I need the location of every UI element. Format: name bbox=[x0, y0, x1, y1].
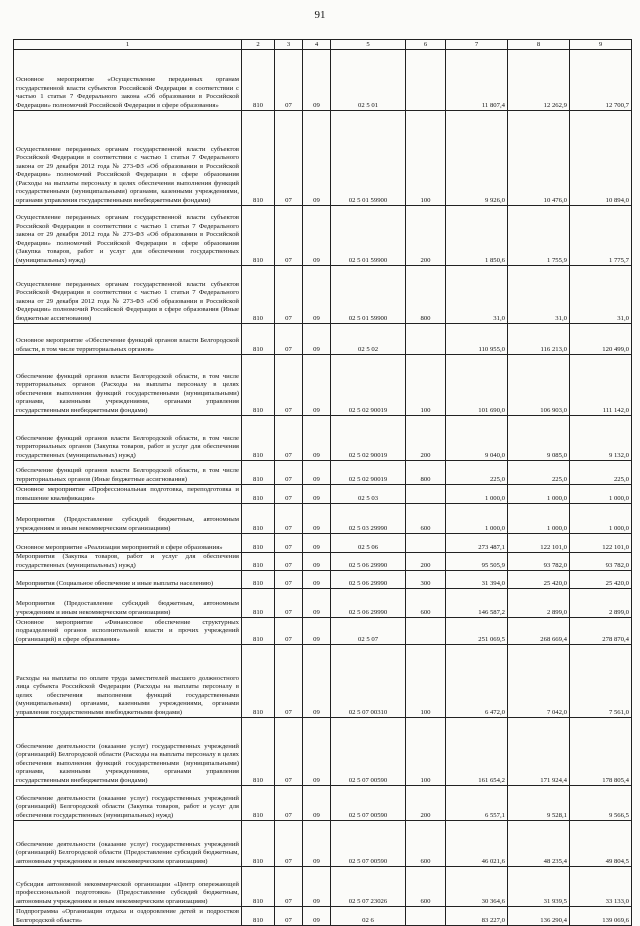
amount-year3-cell: 139 069,6 bbox=[570, 907, 632, 926]
ministry-code-cell: 810 bbox=[242, 485, 275, 504]
amount-year2-cell: 1 000,0 bbox=[508, 485, 570, 504]
row-name-cell: Мероприятия (Закупка товаров, работ и услуг для обеспечения государственных (муниципальных) нужд) bbox=[14, 553, 242, 571]
table-row bbox=[14, 355, 632, 416]
section-code-cell: 07 bbox=[275, 355, 303, 416]
table-row bbox=[14, 50, 632, 111]
header-cell: 4 bbox=[303, 40, 331, 50]
subsection-code-cell: 09 bbox=[303, 504, 331, 534]
ministry-code-cell: 810 bbox=[242, 206, 275, 266]
section-code-cell: 07 bbox=[275, 485, 303, 504]
amount-year3-cell: 225,0 bbox=[570, 461, 632, 485]
ministry-code-cell: 810 bbox=[242, 645, 275, 718]
subsection-code-cell: 09 bbox=[303, 266, 331, 324]
target-article-cell: 02 6 bbox=[331, 907, 406, 926]
section-code-cell: 07 bbox=[275, 571, 303, 589]
expense-type-cell: 200 bbox=[406, 416, 446, 461]
expense-type-cell: 200 bbox=[406, 206, 446, 266]
section-code-cell: 07 bbox=[275, 618, 303, 645]
amount-year2-cell: 225,0 bbox=[508, 461, 570, 485]
header-cell: 8 bbox=[508, 40, 570, 50]
amount-year2-cell: 31,0 bbox=[508, 266, 570, 324]
amount-year1-cell: 83 227,0 bbox=[446, 907, 508, 926]
row-name-cell: Обеспечение функций органов власти Белгородской области, в том числе территориальных органов (Иные бюджетные ассигнования) bbox=[14, 461, 242, 485]
amount-year3-cell: 7 561,0 bbox=[570, 645, 632, 718]
amount-year1-cell: 46 021,6 bbox=[446, 821, 508, 867]
amount-year3-cell: 9 566,5 bbox=[570, 786, 632, 821]
row-name-cell: Мероприятия (Предоставление субсидий бюджетным, автономным учреждениям и иным некоммерческим организациям) bbox=[14, 589, 242, 618]
table-row bbox=[14, 867, 632, 907]
subsection-code-cell: 09 bbox=[303, 50, 331, 111]
target-article-cell: 02 5 07 00590 bbox=[331, 786, 406, 821]
ministry-code-cell: 810 bbox=[242, 534, 275, 553]
amount-year2-cell: 31 939,5 bbox=[508, 867, 570, 907]
amount-year2-cell: 106 903,0 bbox=[508, 355, 570, 416]
target-article-cell: 02 5 07 00590 bbox=[331, 718, 406, 786]
table-row bbox=[14, 553, 632, 571]
amount-year3-cell: 12 700,7 bbox=[570, 50, 632, 111]
target-article-cell: 02 5 01 59900 bbox=[331, 111, 406, 206]
subsection-code-cell: 09 bbox=[303, 553, 331, 571]
amount-year1-cell: 101 690,0 bbox=[446, 355, 508, 416]
section-code-cell: 07 bbox=[275, 867, 303, 907]
table-row bbox=[14, 907, 632, 926]
section-code-cell: 07 bbox=[275, 461, 303, 485]
amount-year1-cell: 1 850,6 bbox=[446, 206, 508, 266]
amount-year1-cell: 1 000,0 bbox=[446, 504, 508, 534]
row-name-cell: Подпрограмма «Организация отдыха и оздоровление детей и подростков Белгородской области» bbox=[14, 907, 242, 926]
target-article-cell: 02 5 07 00310 bbox=[331, 645, 406, 718]
table-row bbox=[14, 534, 632, 553]
expense-type-cell bbox=[406, 907, 446, 926]
amount-year2-cell: 171 924,4 bbox=[508, 718, 570, 786]
amount-year1-cell: 1 000,0 bbox=[446, 485, 508, 504]
subsection-code-cell: 09 bbox=[303, 206, 331, 266]
amount-year2-cell: 1 000,0 bbox=[508, 504, 570, 534]
row-name-cell: Основное мероприятие «Обеспечение функций органов власти Белгородской области, в том числе территориальных органов» bbox=[14, 324, 242, 355]
ministry-code-cell: 810 bbox=[242, 907, 275, 926]
amount-year1-cell: 6 472,0 bbox=[446, 645, 508, 718]
section-code-cell: 07 bbox=[275, 266, 303, 324]
target-article-cell: 02 5 02 90019 bbox=[331, 461, 406, 485]
row-name-cell: Осуществление переданных органам государственной власти субъектов Российской Федерации в соответствии с частью 1 статьи 7 Федерального закона от 29 декабря 2012 года № 273-ФЗ «Об образовании в Российской Федерации» полномочий Российской Федерации в сфере образования (Иные бюджетные ассигнования) bbox=[14, 266, 242, 324]
subsection-code-cell: 09 bbox=[303, 534, 331, 553]
amount-year2-cell: 10 476,0 bbox=[508, 111, 570, 206]
subsection-code-cell: 09 bbox=[303, 355, 331, 416]
ministry-code-cell: 810 bbox=[242, 461, 275, 485]
header-cell: 1 bbox=[14, 40, 242, 50]
amount-year1-cell: 9 040,0 bbox=[446, 416, 508, 461]
expense-type-cell: 600 bbox=[406, 589, 446, 618]
row-name-cell: Основное мероприятие «Осуществление переданных органам государственной власти субъектов Российской Федерации в соответствии с частью 1 статьи 7 Федерального закона «Об образовании в Российской Федерации» полномочий Российской Федерации в сфере образования» bbox=[14, 50, 242, 111]
subsection-code-cell: 09 bbox=[303, 416, 331, 461]
subsection-code-cell: 09 bbox=[303, 618, 331, 645]
row-name-cell: Основное мероприятие «Финансовое обеспечение структурных подразделений органов исполнительной власти и прочих учреждений (организаций) в сфере образования» bbox=[14, 618, 242, 645]
table-row bbox=[14, 324, 632, 355]
amount-year1-cell: 30 364,6 bbox=[446, 867, 508, 907]
section-code-cell: 07 bbox=[275, 589, 303, 618]
amount-year3-cell: 33 133,0 bbox=[570, 867, 632, 907]
section-code-cell: 07 bbox=[275, 504, 303, 534]
table-row bbox=[14, 206, 632, 266]
amount-year2-cell: 2 899,0 bbox=[508, 589, 570, 618]
amount-year3-cell: 1 775,7 bbox=[570, 206, 632, 266]
amount-year3-cell: 122 101,0 bbox=[570, 534, 632, 553]
table-row bbox=[14, 589, 632, 618]
amount-year2-cell: 7 042,0 bbox=[508, 645, 570, 718]
ministry-code-cell: 810 bbox=[242, 111, 275, 206]
ministry-code-cell: 810 bbox=[242, 504, 275, 534]
section-code-cell: 07 bbox=[275, 50, 303, 111]
amount-year3-cell: 1 000,0 bbox=[570, 504, 632, 534]
row-name-cell: Обеспечение функций органов власти Белгородской области, в том числе территориальных органов (Закупка товаров, работ и услуг для обеспечения государственных (муниципальных) нужд) bbox=[14, 416, 242, 461]
ministry-code-cell: 810 bbox=[242, 416, 275, 461]
section-code-cell: 07 bbox=[275, 111, 303, 206]
row-name-cell: Обеспечение деятельности (оказание услуг) государственных учреждений (организаций) Белгородской области (Предоставление субсидий бюджетным, автономным учреждениям и иным некоммерческим организациям) bbox=[14, 821, 242, 867]
target-article-cell: 02 5 02 90019 bbox=[331, 355, 406, 416]
expense-type-cell: 800 bbox=[406, 266, 446, 324]
ministry-code-cell: 810 bbox=[242, 821, 275, 867]
section-code-cell: 07 bbox=[275, 534, 303, 553]
amount-year1-cell: 251 069,5 bbox=[446, 618, 508, 645]
expense-type-cell bbox=[406, 50, 446, 111]
table-row bbox=[14, 485, 632, 504]
ministry-code-cell: 810 bbox=[242, 718, 275, 786]
amount-year1-cell: 225,0 bbox=[446, 461, 508, 485]
amount-year3-cell: 2 899,0 bbox=[570, 589, 632, 618]
amount-year2-cell: 1 755,9 bbox=[508, 206, 570, 266]
row-name-cell: Субсидия автономной некоммерческой организации «Центр опережающей профессиональной подготовки» (Предоставление субсидий бюджетным, автономным учреждениям и иным некоммерческим организациям) bbox=[14, 867, 242, 907]
subsection-code-cell: 09 bbox=[303, 111, 331, 206]
target-article-cell: 02 5 01 59900 bbox=[331, 206, 406, 266]
amount-year2-cell: 25 420,0 bbox=[508, 571, 570, 589]
subsection-code-cell: 09 bbox=[303, 485, 331, 504]
amount-year2-cell: 93 782,0 bbox=[508, 553, 570, 571]
section-code-cell: 07 bbox=[275, 416, 303, 461]
amount-year2-cell: 9 528,1 bbox=[508, 786, 570, 821]
target-article-cell: 02 5 02 bbox=[331, 324, 406, 355]
ministry-code-cell: 810 bbox=[242, 867, 275, 907]
subsection-code-cell: 09 bbox=[303, 645, 331, 718]
ministry-code-cell: 810 bbox=[242, 618, 275, 645]
section-code-cell: 07 bbox=[275, 206, 303, 266]
target-article-cell: 02 5 07 00590 bbox=[331, 821, 406, 867]
expense-type-cell: 100 bbox=[406, 111, 446, 206]
table-row bbox=[14, 504, 632, 534]
subsection-code-cell: 09 bbox=[303, 324, 331, 355]
target-article-cell: 02 5 06 29990 bbox=[331, 589, 406, 618]
expense-type-cell bbox=[406, 324, 446, 355]
target-article-cell: 02 5 07 23026 bbox=[331, 867, 406, 907]
amount-year1-cell: 95 505,9 bbox=[446, 553, 508, 571]
section-code-cell: 07 bbox=[275, 718, 303, 786]
ministry-code-cell: 810 bbox=[242, 355, 275, 416]
target-article-cell: 02 5 06 bbox=[331, 534, 406, 553]
amount-year3-cell: 178 805,4 bbox=[570, 718, 632, 786]
expense-type-cell: 600 bbox=[406, 867, 446, 907]
expense-type-cell: 300 bbox=[406, 571, 446, 589]
ministry-code-cell: 810 bbox=[242, 589, 275, 618]
ministry-code-cell: 810 bbox=[242, 324, 275, 355]
subsection-code-cell: 09 bbox=[303, 821, 331, 867]
amount-year1-cell: 146 587,2 bbox=[446, 589, 508, 618]
budget-table bbox=[13, 39, 632, 926]
section-code-cell: 07 bbox=[275, 907, 303, 926]
table-row bbox=[14, 266, 632, 324]
amount-year2-cell: 136 290,4 bbox=[508, 907, 570, 926]
amount-year3-cell: 278 870,4 bbox=[570, 618, 632, 645]
page-number: 91 bbox=[314, 9, 326, 21]
row-name-cell: Мероприятия (Предоставление субсидий бюджетным, автономным учреждениям и иным некоммерческим организациям) bbox=[14, 504, 242, 534]
amount-year3-cell: 93 782,0 bbox=[570, 553, 632, 571]
table-row bbox=[14, 618, 632, 645]
subsection-code-cell: 09 bbox=[303, 907, 331, 926]
amount-year3-cell: 9 132,0 bbox=[570, 416, 632, 461]
table-row bbox=[14, 571, 632, 589]
amount-year1-cell: 31 394,0 bbox=[446, 571, 508, 589]
header-cell: 9 bbox=[570, 40, 632, 50]
target-article-cell: 02 5 06 29990 bbox=[331, 553, 406, 571]
expense-type-cell: 600 bbox=[406, 504, 446, 534]
subsection-code-cell: 09 bbox=[303, 461, 331, 485]
section-code-cell: 07 bbox=[275, 553, 303, 571]
amount-year3-cell: 120 499,0 bbox=[570, 324, 632, 355]
expense-type-cell: 600 bbox=[406, 821, 446, 867]
section-code-cell: 07 bbox=[275, 324, 303, 355]
amount-year1-cell: 273 487,1 bbox=[446, 534, 508, 553]
header-row bbox=[14, 40, 632, 50]
header-cell: 5 bbox=[331, 40, 406, 50]
row-name-cell: Обеспечение деятельности (оказание услуг) государственных учреждений (организаций) Белгородской области (Закупка товаров, работ и услуг для обеспечения государственных (муниципальных) нужд) bbox=[14, 786, 242, 821]
header-cell: 6 bbox=[406, 40, 446, 50]
subsection-code-cell: 09 bbox=[303, 589, 331, 618]
row-name-cell: Обеспечение функций органов власти Белгородской области, в том числе территориальных органов (Расходы на выплаты персоналу в целях обеспечения выполнения функций государственными (муниципальными) органами, казенными учреждениями, органами управления государственными внебюджетными фондами) bbox=[14, 355, 242, 416]
subsection-code-cell: 09 bbox=[303, 786, 331, 821]
amount-year2-cell: 122 101,0 bbox=[508, 534, 570, 553]
target-article-cell: 02 5 03 bbox=[331, 485, 406, 504]
subsection-code-cell: 09 bbox=[303, 867, 331, 907]
table-row bbox=[14, 416, 632, 461]
section-code-cell: 07 bbox=[275, 645, 303, 718]
amount-year3-cell: 1 000,0 bbox=[570, 485, 632, 504]
amount-year1-cell: 161 654,2 bbox=[446, 718, 508, 786]
subsection-code-cell: 09 bbox=[303, 571, 331, 589]
target-article-cell: 02 5 01 bbox=[331, 50, 406, 111]
header-cell: 2 bbox=[242, 40, 275, 50]
expense-type-cell bbox=[406, 618, 446, 645]
amount-year1-cell: 9 926,0 bbox=[446, 111, 508, 206]
header-cell: 3 bbox=[275, 40, 303, 50]
amount-year3-cell: 31,0 bbox=[570, 266, 632, 324]
row-name-cell: Основное мероприятие «Профессиональная подготовка, переподготовка и повышение квалификации» bbox=[14, 485, 242, 504]
expense-type-cell: 100 bbox=[406, 645, 446, 718]
amount-year3-cell: 10 894,0 bbox=[570, 111, 632, 206]
expense-type-cell: 100 bbox=[406, 355, 446, 416]
amount-year2-cell: 48 235,4 bbox=[508, 821, 570, 867]
subsection-code-cell: 09 bbox=[303, 718, 331, 786]
row-name-cell: Осуществление переданных органам государственной власти субъектов Российской Федерации в соответствии с частью 1 статьи 7 Федерального закона от 29 декабря 2012 года № 273-ФЗ «Об образовании в Российской Федерации» полномочий Российской Федерации в сфере образования (Расходы на выплаты персоналу в целях обеспечения выполнения функций государственными (муниципальными) органами, казенными учреждениями, органами управления государственными внебюджетными фондами) bbox=[14, 111, 242, 206]
row-name-cell: Расходы на выплаты по оплате труда заместителей высшего должностного лица субъекта Российской Федерации (Расходы на выплаты персоналу в целях обеспечения выполнения функций государственными (муниципальными) органами, казенными учреждениями, органами управления государственными внебюджетными фондами) bbox=[14, 645, 242, 718]
ministry-code-cell: 810 bbox=[242, 786, 275, 821]
amount-year3-cell: 49 804,5 bbox=[570, 821, 632, 867]
header-cell: 7 bbox=[446, 40, 508, 50]
target-article-cell: 02 5 02 90019 bbox=[331, 416, 406, 461]
section-code-cell: 07 bbox=[275, 821, 303, 867]
ministry-code-cell: 810 bbox=[242, 50, 275, 111]
section-code-cell: 07 bbox=[275, 786, 303, 821]
expense-type-cell: 800 bbox=[406, 461, 446, 485]
amount-year2-cell: 12 262,9 bbox=[508, 50, 570, 111]
expense-type-cell bbox=[406, 534, 446, 553]
row-name-cell: Осуществление переданных органам государственной власти субъектов Российской Федерации в соответствии с частью 1 статьи 7 Федерального закона от 29 декабря 2012 года № 273-ФЗ «Об образовании в Российской Федерации» полномочий Российской Федерации в сфере образования (Закупка товаров, работ и услуг для обеспечения государственных (муниципальных) нужд) bbox=[14, 206, 242, 266]
table-row bbox=[14, 111, 632, 206]
amount-year2-cell: 268 669,4 bbox=[508, 618, 570, 645]
target-article-cell: 02 5 01 59900 bbox=[331, 266, 406, 324]
expense-type-cell: 200 bbox=[406, 786, 446, 821]
row-name-cell: Основное мероприятие «Реализация мероприятий в сфере образования» bbox=[14, 534, 242, 553]
amount-year1-cell: 11 807,4 bbox=[446, 50, 508, 111]
expense-type-cell: 100 bbox=[406, 718, 446, 786]
table-row bbox=[14, 786, 632, 821]
target-article-cell: 02 5 03 29990 bbox=[331, 504, 406, 534]
table-row bbox=[14, 821, 632, 867]
ministry-code-cell: 810 bbox=[242, 266, 275, 324]
ministry-code-cell: 810 bbox=[242, 553, 275, 571]
amount-year1-cell: 110 955,0 bbox=[446, 324, 508, 355]
amount-year2-cell: 116 213,0 bbox=[508, 324, 570, 355]
amount-year3-cell: 111 142,0 bbox=[570, 355, 632, 416]
amount-year1-cell: 31,0 bbox=[446, 266, 508, 324]
target-article-cell: 02 5 06 29990 bbox=[331, 571, 406, 589]
expense-type-cell: 200 bbox=[406, 553, 446, 571]
amount-year3-cell: 25 420,0 bbox=[570, 571, 632, 589]
table-row bbox=[14, 718, 632, 786]
table-row bbox=[14, 461, 632, 485]
amount-year1-cell: 6 557,1 bbox=[446, 786, 508, 821]
table-row bbox=[14, 645, 632, 718]
expense-type-cell bbox=[406, 485, 446, 504]
amount-year2-cell: 9 085,0 bbox=[508, 416, 570, 461]
target-article-cell: 02 5 07 bbox=[331, 618, 406, 645]
row-name-cell: Обеспечение деятельности (оказание услуг) государственных учреждений (организаций) Белгородской области (Расходы на выплаты персоналу в целях обеспечения выполнения функций государственными (муниципальными) органами, казенными учреждениями, органами управления государственными внебюджетными фондами) bbox=[14, 718, 242, 786]
row-name-cell: Мероприятия (Социальное обеспечение и иные выплаты населению) bbox=[14, 571, 242, 589]
ministry-code-cell: 810 bbox=[242, 571, 275, 589]
